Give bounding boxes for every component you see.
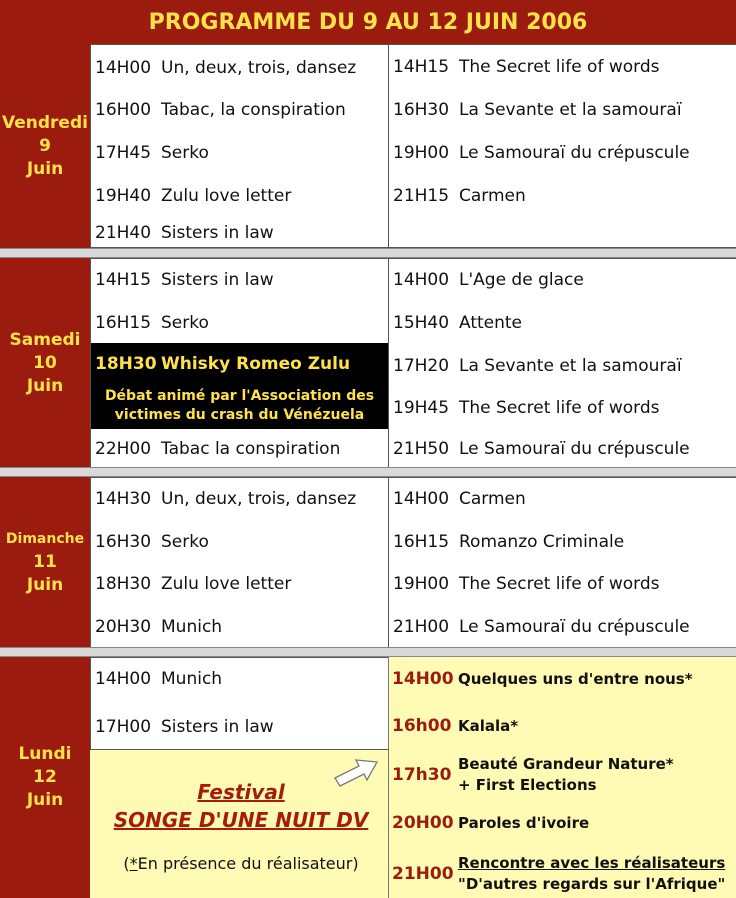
day-friday [0, 44, 90, 248]
day-month: Juin [26, 375, 64, 396]
monday-left-column [90, 657, 389, 750]
highlighted-screening [91, 343, 388, 429]
time: 21H00 [393, 617, 450, 637]
time: 19H00 [393, 574, 450, 594]
festival-line: SONGE D'UNE NUIT DV [113, 808, 369, 832]
time: 18H30 [95, 354, 157, 374]
time: 16H15 [393, 532, 450, 552]
time: 17h30 [392, 765, 452, 785]
note-star: * [129, 854, 138, 873]
section-divider [0, 647, 736, 657]
schedule-row [91, 666, 222, 692]
day-month: Juin [26, 575, 64, 595]
day-saturday [0, 258, 90, 468]
film-title: L'Age de glace [459, 270, 584, 290]
film-title [458, 754, 674, 796]
time: 14H00 [392, 669, 454, 689]
sunday-left-column [90, 477, 389, 648]
schedule-row [91, 183, 291, 209]
film-line: Rencontre avec les réalisateurs [458, 854, 726, 872]
schedule-row [389, 97, 682, 123]
time: 18H30 [95, 574, 152, 594]
schedule-row [91, 220, 274, 246]
time: 21H40 [95, 223, 152, 243]
time: 20H30 [95, 617, 152, 637]
time: 14H00 [95, 669, 152, 689]
film-title: Sisters in law [161, 717, 274, 737]
film-title: Tabac, la conspiration [161, 100, 346, 120]
day-name: Lundi [18, 744, 72, 764]
time: 21H50 [393, 439, 450, 459]
film-line: + First Elections [458, 776, 597, 794]
schedule-row [389, 140, 690, 166]
time: 17H20 [393, 356, 450, 376]
schedule-row [390, 666, 736, 692]
time: 14H00 [393, 270, 450, 290]
time: 14H00 [393, 489, 450, 509]
schedule-row [389, 353, 682, 379]
film-line: "D'autres regards sur l'Afrique" [458, 875, 726, 893]
schedule-row [91, 97, 346, 123]
schedule-row [91, 140, 209, 166]
day-month: Juin [26, 158, 64, 179]
debate-line: victimes du crash du Vénézuela [114, 407, 365, 423]
time: 15H40 [393, 313, 450, 333]
day-number: 11 [33, 552, 57, 572]
film-title: Le Samouraï du crépuscule [459, 617, 690, 637]
debate-note [91, 387, 388, 425]
time: 14H30 [95, 489, 152, 509]
schedule-row [390, 753, 736, 797]
time: 19H40 [95, 186, 152, 206]
time: 16H30 [95, 532, 152, 552]
film-title: Paroles d'ivoire [458, 813, 590, 832]
schedule-row [91, 714, 274, 740]
day-sunday [0, 477, 90, 648]
time: 14H00 [95, 58, 152, 78]
schedule-row [389, 529, 624, 555]
schedule-row [389, 436, 690, 462]
film-title: Romanzo Criminale [459, 532, 625, 552]
film-title: Serko [161, 143, 209, 163]
film-title: Munich [161, 669, 223, 689]
section-divider [0, 248, 736, 258]
time: 16H15 [95, 313, 152, 333]
time: 17H00 [95, 717, 152, 737]
schedule-row [389, 54, 660, 80]
page-title: PROGRAMME DU 9 AU 12 JUIN 2006 [0, 0, 736, 44]
film-title: Serko [161, 313, 209, 333]
film-title: Serko [161, 532, 209, 552]
sunday-right-column [388, 477, 736, 648]
film-title: Le Samouraï du crépuscule [459, 439, 690, 459]
festival-line: Festival [197, 780, 285, 804]
arrow-right-icon [333, 756, 379, 792]
film-title: Zulu love letter [161, 186, 292, 206]
film-title: Carmen [459, 489, 526, 509]
film-title [458, 853, 725, 895]
schedule-row [91, 310, 209, 336]
time: 19H45 [393, 398, 450, 418]
saturday-left-column [90, 258, 389, 468]
time: 22H00 [95, 439, 152, 459]
schedule-row [91, 529, 209, 555]
column-divider [388, 657, 389, 898]
schedule-row [389, 267, 584, 293]
film-title: Quelques uns d'entre nous* [458, 669, 693, 688]
note-paren: ( [123, 854, 130, 873]
time: 16h00 [392, 716, 452, 736]
schedule-row [390, 852, 736, 896]
schedule-row [91, 436, 340, 462]
day-name: Samedi [9, 329, 81, 350]
schedule-row [389, 395, 660, 421]
film-line: Beauté Grandeur Nature* [458, 755, 674, 773]
film-title: La Sevante et la samouraï [459, 356, 682, 376]
day-name: Vendredi [2, 112, 88, 133]
time: 16H00 [95, 100, 152, 120]
note-text: En présence du réalisateur) [137, 854, 359, 873]
schedule-row [389, 310, 522, 336]
schedule-row [91, 486, 356, 512]
schedule-row [91, 351, 350, 377]
schedule-row [389, 183, 526, 209]
time: 20H00 [392, 813, 454, 833]
schedule-row [389, 614, 690, 640]
film-title: Zulu love letter [161, 574, 292, 594]
time: 21H00 [392, 864, 454, 884]
film-title: Sisters in law [161, 270, 274, 290]
friday-right-column [388, 44, 736, 248]
film-title: Carmen [459, 186, 526, 206]
debate-line: Débat animé par l'Association des [104, 388, 375, 404]
film-title: The Secret life of words [459, 398, 660, 418]
time: 14H15 [95, 270, 152, 290]
film-title: The Secret life of words [459, 57, 660, 77]
film-title: Un, deux, trois, dansez [161, 489, 357, 509]
film-title: La Sevante et la samouraï [459, 100, 682, 120]
schedule-row [91, 267, 274, 293]
time: 19H00 [393, 143, 450, 163]
saturday-right-column [388, 258, 736, 468]
schedule-row [389, 486, 526, 512]
day-number: 12 [33, 767, 57, 787]
time: 16H30 [393, 100, 450, 120]
day-number: 9 [39, 135, 51, 156]
day-month: Juin [26, 790, 64, 810]
schedule-row [91, 571, 291, 597]
schedule-row [91, 55, 356, 81]
day-number: 10 [33, 352, 57, 373]
schedule-row [389, 571, 660, 597]
schedule-row [390, 713, 736, 739]
film-title: Tabac la conspiration [161, 439, 341, 459]
day-monday [0, 657, 90, 898]
film-title: Kalala* [458, 716, 519, 735]
film-title: Munich [161, 617, 223, 637]
film-title: Un, deux, trois, dansez [161, 58, 357, 78]
film-title: Le Samouraï du crépuscule [459, 143, 690, 163]
film-title: Attente [459, 313, 523, 333]
time: 14H15 [393, 57, 450, 77]
schedule-row [91, 614, 222, 640]
section-divider [0, 467, 736, 477]
schedule-row [390, 810, 736, 836]
film-title: The Secret life of words [459, 574, 660, 594]
director-note [96, 854, 386, 873]
day-name: Dimanche [5, 531, 85, 547]
film-title: Sisters in law [161, 223, 274, 243]
friday-left-column [90, 44, 389, 248]
time: 17H45 [95, 143, 152, 163]
film-title: Whisky Romeo Zulu [161, 354, 351, 374]
time: 21H15 [393, 186, 450, 206]
